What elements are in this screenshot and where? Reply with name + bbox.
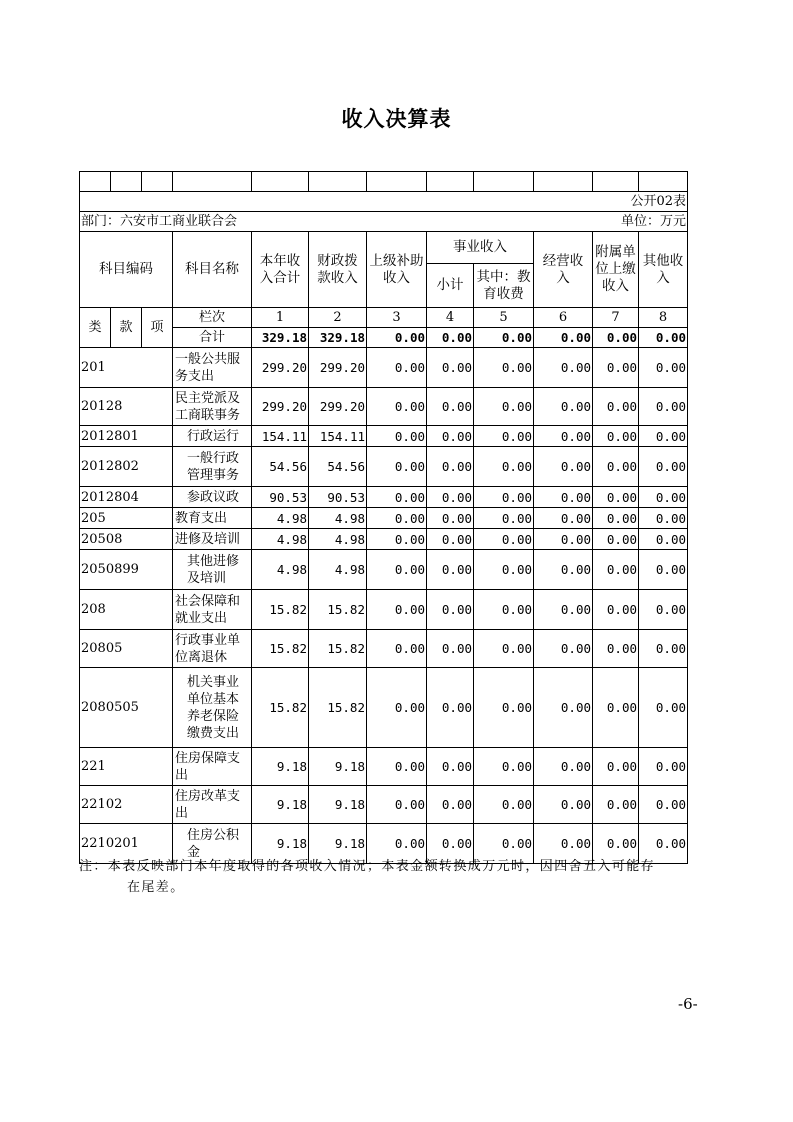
- table-row: [80, 630, 688, 668]
- value-cell: 0.00: [593, 447, 639, 487]
- total-value: 0.00: [593, 328, 639, 348]
- subject-code-cell: 20508: [80, 529, 173, 550]
- value-cell: 0.00: [593, 487, 639, 508]
- value-cell: 54.56: [252, 447, 309, 487]
- subject-code-cell: 2080505: [80, 668, 173, 748]
- value-cell: 0.00: [367, 388, 427, 426]
- value-cell: 0.00: [427, 824, 474, 864]
- subject-name-cell: 住房改革支出: [173, 786, 252, 824]
- value-cell: 0.00: [593, 426, 639, 447]
- subject-name-cell: 一般公共服务支出: [173, 348, 252, 388]
- subject-name-cell: 住房保障支出: [173, 748, 252, 786]
- value-cell: 9.18: [252, 824, 309, 864]
- value-cell: 90.53: [309, 487, 367, 508]
- value-cell: 0.00: [474, 786, 534, 824]
- subject-name-cell: 民主党派及工商联事务: [173, 388, 252, 426]
- value-cell: 0.00: [367, 348, 427, 388]
- header-subject-code: 科目编码: [80, 232, 173, 308]
- value-cell: 0.00: [427, 447, 474, 487]
- value-cell: 0.00: [593, 786, 639, 824]
- value-cell: 0.00: [427, 508, 474, 529]
- value-cell: 0.00: [639, 508, 688, 529]
- value-cell: 0.00: [427, 550, 474, 590]
- header-superior-subsidy: 上级补助收入: [367, 232, 427, 308]
- note-line-2: 在尾差。: [127, 880, 185, 895]
- value-cell: 0.00: [639, 529, 688, 550]
- table-row: [80, 388, 688, 426]
- table-row: [80, 748, 688, 786]
- subject-code-cell: 2050899: [80, 550, 173, 590]
- value-cell: 0.00: [474, 529, 534, 550]
- value-cell: 4.98: [252, 529, 309, 550]
- value-cell: 54.56: [309, 447, 367, 487]
- income-table: [79, 171, 688, 864]
- col-number-8: 8: [639, 308, 688, 328]
- page-title: 收入决算表: [341, 107, 452, 131]
- col-number-3: 3: [367, 308, 427, 328]
- value-cell: 9.18: [252, 786, 309, 824]
- value-cell: 0.00: [427, 426, 474, 447]
- col-number-5: 5: [474, 308, 534, 328]
- value-cell: 0.00: [427, 487, 474, 508]
- total-label: 合计: [173, 328, 252, 348]
- value-cell: 0.00: [593, 590, 639, 630]
- value-cell: 4.98: [252, 508, 309, 529]
- header-other: 其他收入: [639, 232, 688, 308]
- value-cell: 154.11: [252, 426, 309, 447]
- value-cell: 0.00: [534, 508, 593, 529]
- value-cell: 299.20: [309, 348, 367, 388]
- value-cell: 0.00: [427, 786, 474, 824]
- value-cell: 0.00: [427, 529, 474, 550]
- subject-name-cell: 社会保障和就业支出: [173, 590, 252, 630]
- value-cell: 0.00: [534, 487, 593, 508]
- col-number-4: 4: [427, 308, 474, 328]
- value-cell: 9.18: [309, 786, 367, 824]
- value-cell: 0.00: [639, 590, 688, 630]
- blank-row: [80, 172, 688, 192]
- value-cell: 0.00: [639, 748, 688, 786]
- value-cell: 0.00: [593, 348, 639, 388]
- value-cell: 0.00: [593, 630, 639, 668]
- column-label: 栏次: [173, 308, 252, 328]
- value-cell: 0.00: [534, 824, 593, 864]
- subject-name-cell: 行政事业单位离退休: [173, 630, 252, 668]
- col-number-2: 2: [309, 308, 367, 328]
- value-cell: 0.00: [474, 668, 534, 748]
- value-cell: 0.00: [534, 348, 593, 388]
- col-number-1: 1: [252, 308, 309, 328]
- value-cell: 0.00: [639, 487, 688, 508]
- value-cell: 154.11: [309, 426, 367, 447]
- value-cell: 0.00: [639, 786, 688, 824]
- value-cell: 15.82: [252, 668, 309, 748]
- value-cell: 0.00: [639, 550, 688, 590]
- value-cell: 4.98: [309, 508, 367, 529]
- total-value: 0.00: [367, 328, 427, 348]
- value-cell: 0.00: [534, 590, 593, 630]
- subject-name-cell: 其他进修及培训: [173, 550, 252, 590]
- table-row: [80, 426, 688, 447]
- value-cell: 15.82: [309, 668, 367, 748]
- subject-code-cell: 2210201: [80, 824, 173, 864]
- col-number-7: 7: [593, 308, 639, 328]
- subject-code-cell: 2012804: [80, 487, 173, 508]
- value-cell: 4.98: [309, 529, 367, 550]
- subject-name-cell: 进修及培训: [173, 529, 252, 550]
- value-cell: 0.00: [474, 590, 534, 630]
- subject-code-cell: 205: [80, 508, 173, 529]
- total-value: 0.00: [474, 328, 534, 348]
- value-cell: 0.00: [593, 748, 639, 786]
- subject-code-cell: 2012801: [80, 426, 173, 447]
- value-cell: 15.82: [252, 590, 309, 630]
- subject-name-cell: 机关事业单位基本养老保险缴费支出: [173, 668, 252, 748]
- value-cell: 0.00: [474, 630, 534, 668]
- subject-code-cell: 20128: [80, 388, 173, 426]
- total-value: 329.18: [309, 328, 367, 348]
- value-cell: 9.18: [309, 824, 367, 864]
- header-lei: 类: [80, 308, 111, 348]
- table-row: [80, 348, 688, 388]
- value-cell: 0.00: [639, 630, 688, 668]
- page-number: -6-: [678, 995, 698, 1013]
- table-row: [80, 786, 688, 824]
- form-code: 公开02表: [630, 194, 686, 209]
- value-cell: 4.98: [309, 550, 367, 590]
- value-cell: 0.00: [593, 529, 639, 550]
- value-cell: 0.00: [474, 487, 534, 508]
- subject-name-cell: 参政议政: [173, 487, 252, 508]
- value-cell: 0.00: [367, 590, 427, 630]
- subject-name-cell: 住房公积金: [173, 824, 252, 864]
- value-cell: 0.00: [593, 508, 639, 529]
- header-annual-total: 本年收入合计: [252, 232, 309, 308]
- value-cell: 9.18: [252, 748, 309, 786]
- value-cell: 0.00: [534, 426, 593, 447]
- subject-code-cell: 20805: [80, 630, 173, 668]
- value-cell: 0.00: [639, 388, 688, 426]
- table-row: [80, 447, 688, 487]
- value-cell: 0.00: [534, 668, 593, 748]
- value-cell: 4.98: [252, 550, 309, 590]
- value-cell: 0.00: [474, 348, 534, 388]
- unit-label: 单位：万元: [620, 214, 686, 229]
- value-cell: 0.00: [534, 529, 593, 550]
- value-cell: 0.00: [367, 426, 427, 447]
- value-cell: 0.00: [367, 508, 427, 529]
- table-row: [80, 668, 688, 748]
- subject-name-cell: 一般行政管理事务: [173, 447, 252, 487]
- value-cell: 90.53: [252, 487, 309, 508]
- header-subject-name: 科目名称: [173, 232, 252, 308]
- value-cell: 0.00: [367, 824, 427, 864]
- total-value: 0.00: [427, 328, 474, 348]
- value-cell: 0.00: [367, 668, 427, 748]
- value-cell: 299.20: [309, 388, 367, 426]
- value-cell: 15.82: [309, 590, 367, 630]
- form-code-cell: [80, 192, 688, 212]
- value-cell: 0.00: [474, 748, 534, 786]
- value-cell: 9.18: [309, 748, 367, 786]
- value-cell: 0.00: [367, 529, 427, 550]
- value-cell: 0.00: [367, 786, 427, 824]
- subject-code-cell: 221: [80, 748, 173, 786]
- header-kuan: 款: [111, 308, 142, 348]
- value-cell: 0.00: [534, 550, 593, 590]
- header-operating: 经营收入: [534, 232, 593, 308]
- header-fiscal: 财政拨款收入: [309, 232, 367, 308]
- header-business-income: 事业收入: [427, 232, 534, 264]
- value-cell: 0.00: [534, 388, 593, 426]
- value-cell: 0.00: [427, 630, 474, 668]
- value-cell: 0.00: [427, 590, 474, 630]
- value-cell: 0.00: [367, 487, 427, 508]
- table-row: [80, 590, 688, 630]
- value-cell: 0.00: [427, 748, 474, 786]
- header-education-fees: 其中：教育收费: [474, 264, 534, 308]
- department-row: [80, 212, 688, 232]
- subject-code-cell: 201: [80, 348, 173, 388]
- header-affiliated: 附属单位上缴收入: [593, 232, 639, 308]
- value-cell: 0.00: [427, 668, 474, 748]
- value-cell: 0.00: [534, 748, 593, 786]
- value-cell: 0.00: [474, 824, 534, 864]
- value-cell: 0.00: [639, 447, 688, 487]
- subject-code-cell: 208: [80, 590, 173, 630]
- value-cell: 0.00: [474, 426, 534, 447]
- value-cell: 15.82: [252, 630, 309, 668]
- value-cell: 0.00: [639, 426, 688, 447]
- value-cell: 0.00: [639, 824, 688, 864]
- value-cell: 0.00: [367, 630, 427, 668]
- value-cell: 0.00: [474, 508, 534, 529]
- value-cell: 0.00: [639, 348, 688, 388]
- subject-code-cell: 2012802: [80, 447, 173, 487]
- value-cell: 0.00: [367, 550, 427, 590]
- value-cell: 0.00: [474, 388, 534, 426]
- value-cell: 0.00: [534, 447, 593, 487]
- value-cell: 0.00: [593, 668, 639, 748]
- value-cell: 0.00: [534, 786, 593, 824]
- value-cell: 0.00: [534, 630, 593, 668]
- value-cell: 0.00: [427, 388, 474, 426]
- value-cell: 0.00: [593, 388, 639, 426]
- col-number-6: 6: [534, 308, 593, 328]
- subject-name-cell: 教育支出: [173, 508, 252, 529]
- table-row: [80, 508, 688, 529]
- department-label: 部门：六安市工商业联合会: [81, 214, 238, 229]
- value-cell: 0.00: [593, 824, 639, 864]
- total-value: 329.18: [252, 328, 309, 348]
- value-cell: 0.00: [593, 550, 639, 590]
- header-subtotal: 小计: [427, 264, 474, 308]
- value-cell: 0.00: [474, 447, 534, 487]
- subject-name-cell: 行政运行: [173, 426, 252, 447]
- subject-code-cell: 22102: [80, 786, 173, 824]
- table-note: [79, 856, 709, 898]
- total-value: 0.00: [534, 328, 593, 348]
- header-xiang: 项: [142, 308, 173, 348]
- value-cell: 299.20: [252, 348, 309, 388]
- value-cell: 0.00: [367, 748, 427, 786]
- value-cell: 299.20: [252, 388, 309, 426]
- note-line-1: 注：本表反映部门本年度取得的各项收入情况；本表金额转换成万元时，因四舍五入可能存: [79, 859, 656, 874]
- total-value: 0.00: [639, 328, 688, 348]
- value-cell: 0.00: [639, 668, 688, 748]
- value-cell: 15.82: [309, 630, 367, 668]
- value-cell: 0.00: [474, 550, 534, 590]
- table-row: [80, 529, 688, 550]
- table-row: [80, 487, 688, 508]
- value-cell: 0.00: [427, 348, 474, 388]
- value-cell: 0.00: [367, 447, 427, 487]
- table-row: [80, 550, 688, 590]
